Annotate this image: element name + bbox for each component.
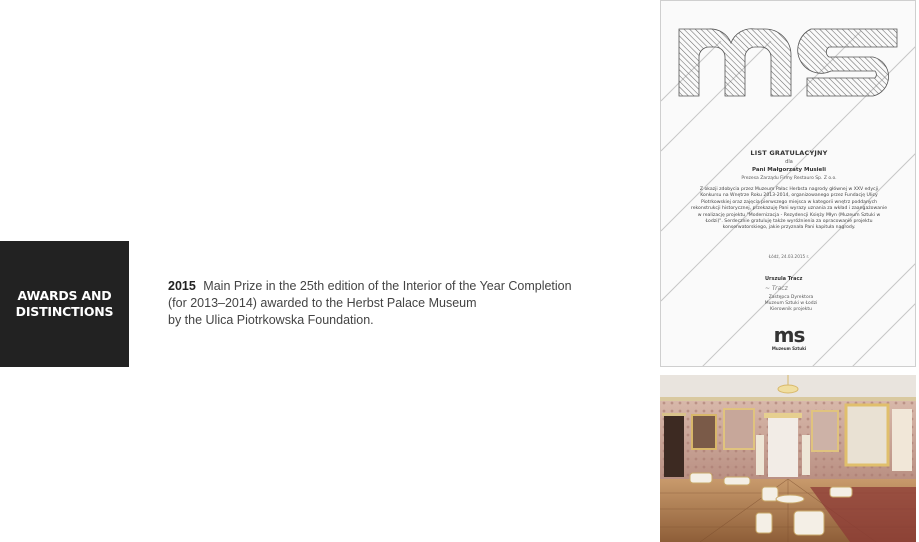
award-text-3: by the Ulica Piotrkowska Foundation. (168, 313, 374, 327)
ms-logo-hatched (679, 29, 897, 96)
certificate-footer-logo: ms (773, 323, 805, 347)
section-tag-label: AWARDS AND DISTINCTIONS (15, 288, 114, 319)
certificate-image (660, 0, 916, 367)
interior-photo-graphic (660, 375, 916, 542)
certificate-footer-sub: Muzeum Sztuki (771, 346, 807, 351)
interior-photo (660, 375, 916, 542)
award-line-1 (168, 278, 608, 295)
certificate-title: LIST GRATULACYJNY (750, 149, 828, 157)
certificate-recipient: Pani Małgorzaty Musieli (751, 167, 827, 173)
signature-scrawl: ~ Tracz (765, 285, 788, 292)
section-tag (0, 241, 129, 367)
certificate-date: Łódź, 24.03.2015 r. (768, 254, 810, 259)
certificate-for: dla (785, 159, 793, 165)
award-text-1: Main Prize in the 25th edition of the Interior of the Year Completion (203, 279, 572, 293)
certificate-body: Z okazji zdobycia przez Muzeum Pałac Herbsta nagrody głównej w XXV edycji Konkursu na Wnętrze Roku 2013-2014, organizowanego przez Fundację Ulicy Piotrkowskiej oraz zajęcia pierwszego miejsca w kategorii wnętrz poddanych rekonstrukcji historycznej, przekazuję Pani wyrazy uznania za wkład i zaangażowanie w realizację projektu "Modernizacja - Rezydencji Księży Młyn (Muzeum Sztuki w Łodzi)". Serdecznie gratuluję także wyróżnienia za opracowanie projektu konserwatorskiego, jakie przyznała Pani kapituła nagrody. (690, 187, 888, 231)
certificate-recipient-role: Prezesa Zarządu Firmy Restauro Sp. Z o.o. (741, 176, 837, 181)
award-entry (168, 278, 608, 329)
certificate-signer: Urszula Tracz (765, 276, 803, 282)
award-text-2: (for 2013–2014) awarded to the Herbst Palace Museum (168, 296, 477, 310)
certificate-signer-role: Zastępca Dyrektora Muzeum Sztuki w Łodzi Kierownik projektu (764, 295, 818, 312)
award-year: 2015 (168, 279, 196, 293)
